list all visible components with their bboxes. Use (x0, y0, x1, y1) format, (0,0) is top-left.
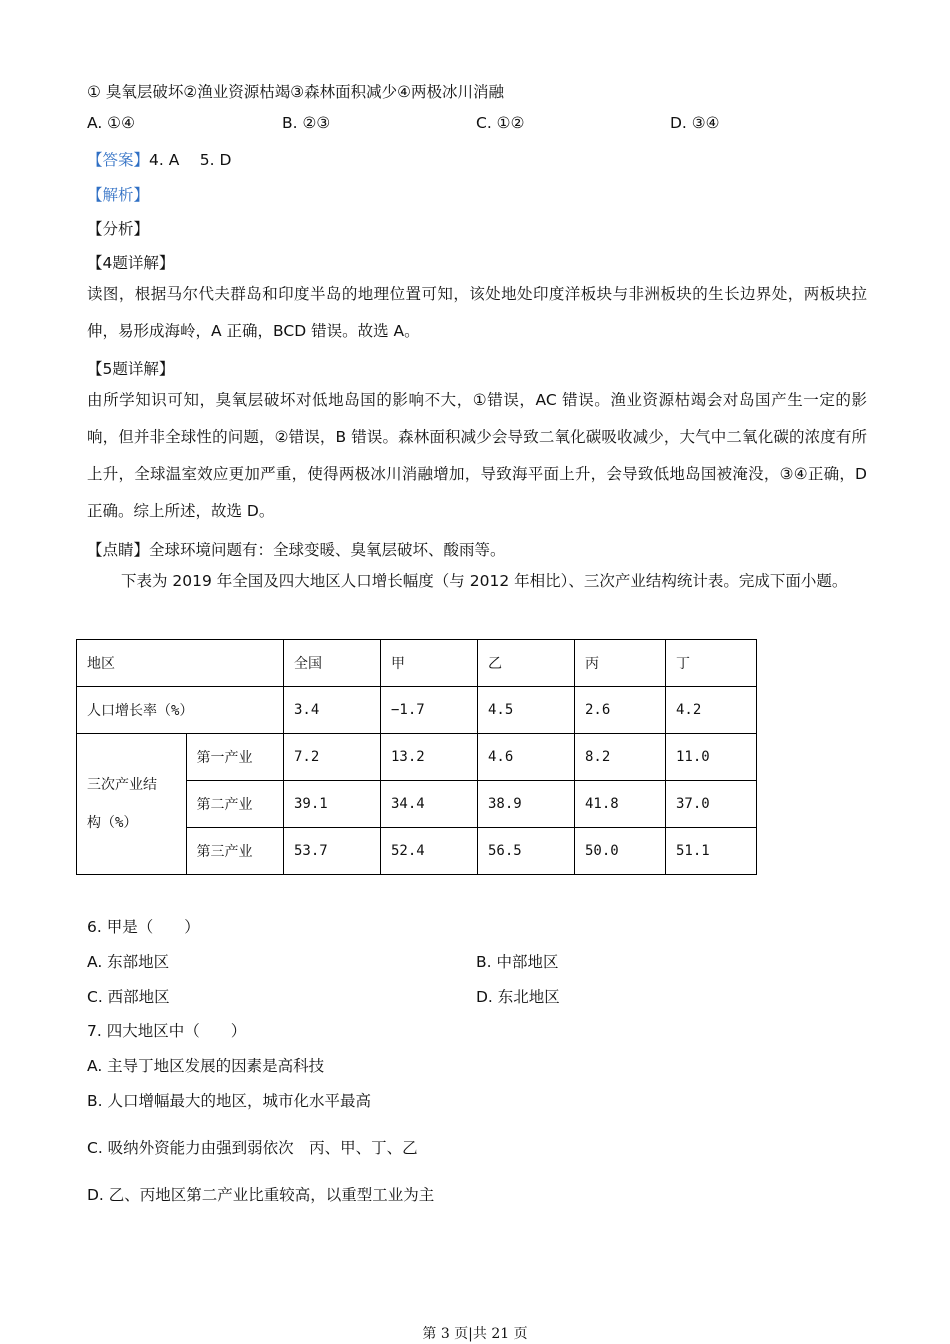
q5-explanation: 由所学知识可知，臭氧层破坏对低地岛国的影响不大，①错误，AC 错误。渔业资源枯竭会对岛国产生一定的影响，但并非全球性的问题，②错误，B 错误。森林面积减少会导致二氧化碳吸收减少，大气中二氧化碳的浓度有所上升，全球温室效应更加严重，使得两极冰川消融增加，导致海平面上升，会导致低地岛国被淹没，③④正确，D 正确。综上所述，故选 D。 (87, 391, 867, 520)
q7-choice-b: B. 人口增幅最大的地区，城市化水平最高 (87, 1092, 371, 1110)
table-cell: 53.7 (284, 828, 381, 875)
table-cell: 41.8 (575, 781, 666, 828)
table-row-label: 第二产业 (186, 781, 283, 828)
table-group-label-line: 三次产业结 (87, 777, 157, 793)
table-cell: 3.4 (284, 687, 381, 734)
table-header-cell: 丁 (666, 640, 757, 687)
table-cell: 4.6 (478, 734, 575, 781)
table-cell: 34.4 (381, 781, 478, 828)
table-header-row (77, 640, 757, 687)
q5-label: 【5题详解】 (87, 360, 175, 378)
q5-choice-d: D. ③④ (670, 114, 720, 132)
q7-stem: 7. 四大地区中（ ） (87, 1022, 247, 1040)
table-row (77, 734, 757, 781)
table-header-cell: 丙 (575, 640, 666, 687)
table-row-label: 第一产业 (186, 734, 283, 781)
table-cell: 4.2 (666, 687, 757, 734)
table-row-label: 第三产业 (186, 828, 283, 875)
answer-label: 【答案】 (87, 151, 150, 169)
q5-choice-a: A. ①④ (87, 114, 135, 132)
table-cell: 51.1 (666, 828, 757, 875)
table-cell: 39.1 (284, 781, 381, 828)
table-cell: 7.2 (284, 734, 381, 781)
answer-line (87, 148, 231, 170)
table-cell: 13.2 (381, 734, 478, 781)
q5-choice-b: B. ②③ (282, 114, 331, 132)
table-cell: 38.9 (478, 781, 575, 828)
table-cell: 11.0 (666, 734, 757, 781)
analysis-label: 【解析】 (87, 186, 150, 204)
q6-choice-d: D. 东北地区 (476, 988, 560, 1006)
table-group-label-line: 构（%） (87, 815, 138, 831)
page-footer: 第 3 页|共 21 页 (422, 1326, 528, 1342)
table-intro: 下表为 2019 年全国及四大地区人口增长幅度（与 2012 年相比）、三次产业结构统计表。完成下面小题。 (121, 572, 848, 590)
point-text: 全球环境问题有：全球变暖、臭氧层破坏、酸雨等。 (149, 541, 506, 559)
point-label: 【点睛】 (87, 541, 150, 559)
q5-options-line: ① 臭氧层破坏②渔业资源枯竭③森林面积减少④两极冰川消融 (87, 83, 505, 101)
q5-choice-c: C. ①② (476, 114, 525, 132)
q6-choice-c: C. 西部地区 (87, 988, 170, 1006)
q6-choice-b: B. 中部地区 (476, 953, 559, 971)
table-cell: −1.7 (381, 687, 478, 734)
table-group-label (77, 734, 187, 875)
table-header-cell: 地区 (77, 640, 284, 687)
q4-explanation: 读图，根据马尔代夫群岛和印度半岛的地理位置可知，该处地处印度洋板块与非洲板块的生长边界处，两板块拉伸，易形成海岭，A 正确，BCD 错误。故选 A。 (87, 285, 867, 340)
q6-stem: 6. 甲是（ ） (87, 918, 200, 936)
q7-choice-d: D. 乙、丙地区第二产业比重较高，以重型工业为主 (87, 1186, 435, 1204)
table-cell: 4.5 (478, 687, 575, 734)
table-cell: 56.5 (478, 828, 575, 875)
table-cell: 37.0 (666, 781, 757, 828)
table-header-cell: 甲 (381, 640, 478, 687)
stats-table (76, 639, 757, 875)
table-cell: 8.2 (575, 734, 666, 781)
table-cell: 2.6 (575, 687, 666, 734)
answer-text: 4. A 5. D (149, 151, 232, 169)
table-cell: 52.4 (381, 828, 478, 875)
table-row-label: 人口增长率（%） (77, 687, 284, 734)
point-line (87, 538, 506, 560)
q7-choice-a: A. 主导丁地区发展的因素是高科技 (87, 1057, 325, 1075)
analyze-label: 【分析】 (87, 220, 150, 238)
table-row (77, 687, 757, 734)
q4-label: 【4题详解】 (87, 254, 175, 272)
table-cell: 50.0 (575, 828, 666, 875)
table-header-cell: 全国 (284, 640, 381, 687)
q6-choice-a: A. 东部地区 (87, 953, 170, 971)
table-header-cell: 乙 (478, 640, 575, 687)
q7-choice-c: C. 吸纳外资能力由强到弱依次 丙、甲、丁、乙 (87, 1139, 418, 1157)
